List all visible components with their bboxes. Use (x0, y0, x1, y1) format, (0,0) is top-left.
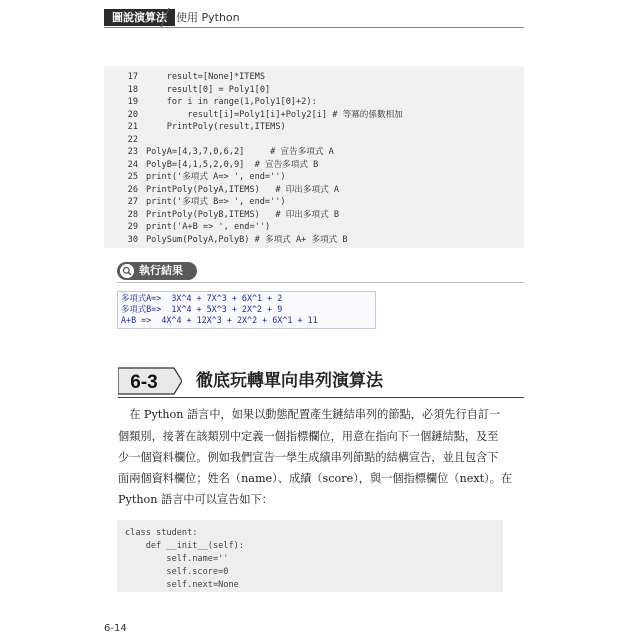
paragraph-line: 面兩個資料欄位；姓名（name）、成績（score），與一個指標欄位（next）。在 (118, 472, 513, 485)
book-subtitle: 使用 Python (176, 11, 240, 24)
line-number: 18 (127, 84, 138, 95)
result-label: 執行結果 (139, 264, 183, 277)
code-line: self.next=None (125, 580, 239, 590)
paragraph-line: 個類別，接著在該類別中定義一個指標欄位，用意在指向下一個鏈結點，及至 (118, 430, 499, 443)
code-line (104, 159, 318, 172)
paragraph-line: 在 Python 語言中，如果以動態配置產生鏈結串列的節點，必須先行自訂一 (118, 408, 501, 421)
code-line (104, 209, 339, 222)
code-text: PrintPoly(PolyA,ITEMS) # 印出多項式 A (146, 184, 340, 195)
code-line (104, 146, 334, 159)
line-number: 17 (127, 72, 138, 82)
line-number: 20 (127, 109, 138, 120)
section-number-badge (118, 366, 182, 396)
code-line: def __init__(self): (125, 541, 244, 551)
line-number: 22 (127, 134, 138, 145)
output-line: 多項式B=> 1X^4 + 5X^3 + 2X^2 + 9 (121, 304, 283, 314)
line-number: 28 (127, 209, 138, 220)
code-line (104, 71, 265, 84)
code-text: print('多項式 A=> ', end='') (146, 172, 286, 182)
code-line (104, 109, 403, 122)
code-text: PolyA=[4,3,7,0,6,2] # 宣告多項式 A (146, 147, 334, 157)
header-slash-divider (160, 7, 170, 28)
line-number: 30 (127, 234, 138, 245)
line-number: 24 (127, 159, 138, 170)
paragraph-line: 少一個資料欄位。例如我們宣告一學生成績串列節點的結構宣告，並且包含下 (118, 451, 499, 464)
code-text: PrintPoly(result,ITEMS) (146, 122, 286, 132)
section-rule (118, 397, 524, 398)
code-text: PolyB=[4,1,5,2,0,9] # 宣告多項式 B (146, 159, 319, 170)
code-line (104, 134, 146, 147)
code-line (104, 184, 339, 197)
code-line (104, 84, 270, 97)
chapter-tab: 圖說演算法 (104, 9, 175, 26)
output-line: A+B => 4X^4 + 12X^3 + 2X^2 + 6X^1 + 11 (121, 315, 318, 325)
section-title: 徹底玩轉單向串列演算法 (196, 371, 383, 391)
code-text: result=[None]*ITEMS (146, 72, 265, 82)
page-header (0, 0, 640, 30)
page-number: 6-14 (104, 623, 127, 634)
section-number: 6-3 (130, 372, 158, 393)
code-line: self.name='' (125, 554, 229, 564)
line-number: 29 (127, 222, 138, 232)
code-line: self.score=0 (125, 567, 229, 577)
code-text: print('A+B => ', end='') (146, 222, 271, 232)
magnifier-icon (120, 264, 134, 278)
code-line (104, 234, 348, 247)
line-number: 27 (127, 197, 138, 207)
result-rule (117, 282, 524, 283)
output-line: 多項式A=> 3X^4 + 7X^3 + 6X^1 + 2 (121, 293, 283, 303)
code-line (104, 171, 286, 184)
code-text: for i in range(1,Poly1[0]+2): (146, 97, 317, 107)
code-text: print('多項式 B=> ', end='') (146, 197, 286, 207)
line-number: 21 (127, 122, 138, 132)
class-code-listing (117, 520, 503, 592)
paragraph-line: Python 語言中可以宣告如下： (118, 493, 273, 506)
line-number: 23 (127, 147, 138, 157)
code-text: result[i]=Poly1[i]+Poly2[i] # 等冪的係數相加 (146, 109, 403, 120)
header-rule (104, 27, 524, 28)
code-line (104, 196, 286, 209)
console-output (117, 291, 376, 329)
result-label-badge (117, 262, 197, 280)
code-line (104, 121, 286, 134)
line-number: 26 (127, 184, 138, 195)
code-text: PolySum(PolyA,PolyB) # 多項式 A+ 多項式 B (146, 234, 348, 245)
code-text: result[0] = Poly1[0] (146, 84, 271, 95)
code-listing (104, 66, 524, 248)
line-number: 19 (127, 97, 138, 107)
line-number: 25 (127, 172, 138, 182)
code-line: class student: (125, 528, 198, 538)
code-line (104, 221, 270, 234)
code-line (104, 96, 317, 109)
code-text: PrintPoly(PolyB,ITEMS) # 印出多項式 B (146, 209, 340, 220)
